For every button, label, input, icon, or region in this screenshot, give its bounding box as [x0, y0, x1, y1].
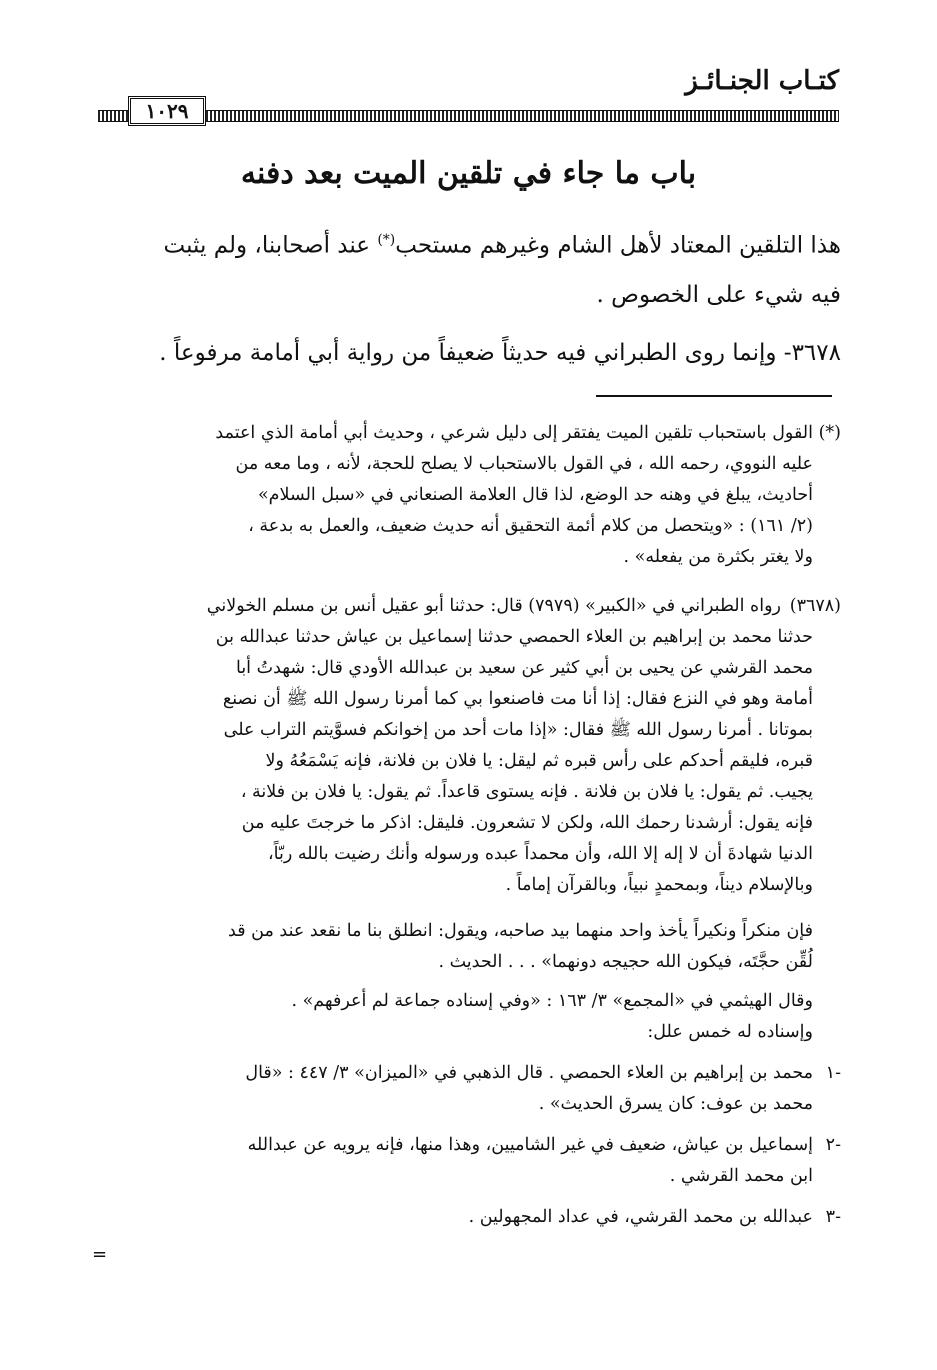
footnote-star-line: ولا يغتر بكثرة من يفعله» . — [623, 547, 813, 567]
chapter-title: باب ما جاء في تلقين الميت بعد دفنه — [240, 156, 697, 191]
illa-line: محمد بن عوف: كان يسرق الحديث» . — [538, 1094, 813, 1114]
header-ornament-rule — [98, 110, 839, 122]
main-line-1-a: هذا التلقين المعتاد لأهل الشام وغيرهم مستحب — [395, 232, 841, 259]
footnote-3678-line: الدنيا شهادةَ أن لا إله إلا الله، وأن محمداً عبده ورسوله وأنك رضيت بالله ربّاً، — [267, 844, 813, 864]
footnote-3678-line: قبره، فليقم أحدكم على رأس قبره ثم ليقل: يا فلان بن فلانة، فإنه يَسْمَعُهُ ولا — [265, 751, 813, 771]
footnote-3678-line: أمامة وهو في النزع فقال: إذا أنا مت فاصنعوا بي كما أمرنا رسول الله ﷺ أن نصنع — [222, 689, 813, 709]
footnote-3678-para2-line: لُقِّن حجَّتَه، فيكون الله حجيجه دونهما» . . . الحديث . — [438, 952, 813, 972]
footnote-3678-line: حدثنا محمد بن إبراهيم بن العلاء الحمصي حدثنا إسماعيل بن عياش حدثنا عبدالله بن — [215, 627, 813, 647]
footnote-3678-line: يجيب. ثم يقول: يا فلان بن فلانة . فإنه يستوى قاعداً. ثم يقول: يا فلان بن فلانة ، — [240, 782, 813, 802]
illa-number: ٣- — [825, 1207, 841, 1227]
footnote-3678-line: فإنه يقول: أرشدنا رحمك الله، ولكن لا تشعرون. فليقل: اذكر ما خرجتَ عليه من — [241, 813, 813, 833]
footnote-star-line: أحاديث، يبلغ في وهنه حد الوضع، لذا قال العلامة الصنعاني في «سبل السلام» — [257, 485, 813, 505]
illa-line: محمد بن إبراهيم بن العلاء الحمصي . قال الذهبي في «الميزان» ٣/ ٤٤٧ : «قال — [245, 1063, 813, 1083]
illa-number: ٢- — [825, 1135, 841, 1155]
footnote-3678-line: وبالإسلام ديناً، وبمحمدٍ نبياً، وبالقرآن إماماً . — [505, 875, 813, 895]
illa-line: ابن محمد القرشي . — [669, 1166, 813, 1186]
footnote-star-line: (٢/ ١٦١) : «ويتحصل من كلام أئمة التحقيق أنه حديث ضعيف، والعمل به بدعة ، — [248, 516, 813, 536]
main-line-3: ٣٦٧٨- وإنما روى الطبراني فيه حديثاً ضعيفاً من رواية أبي أمامة مرفوعاً . — [159, 340, 841, 366]
footnote-star-line: القول باستحباب تلقين الميت يفتقر إلى دليل شرعي ، وحديث أبي أمامة الذي اعتمد — [215, 423, 813, 443]
illa-line: عبدالله بن محمد القرشي، في عداد المجهولين . — [468, 1207, 813, 1227]
illa-number: ١- — [825, 1063, 841, 1083]
continuation-mark: = — [92, 1244, 108, 1265]
footnote-3678-line: بموتانا . أمرنا رسول الله ﷺ فقال: «إذا مات أحد من إخوانكم فسوَّيتم التراب على — [223, 720, 813, 740]
footnote-3678-para2-line: فإن منكراً ونكيراً يأخذ واحد منهما بيد صاحبه، ويقول: انطلق بنا ما نقعد عند من قد — [228, 921, 813, 941]
footnote-3678-line: رواه الطبراني في «الكبير» (٧٩٧٩) قال: حدثنا أبو عقيل أنس بن مسلم الخولاني — [206, 596, 781, 616]
haythami-quote: وقال الهيثمي في «المجمع» ٣/ ١٦٣ : «وفي إسناده جماعة لم أعرفهم» . — [291, 991, 813, 1011]
page-number: ١٠٢٩ — [128, 96, 206, 126]
running-head: كتـاب الجنـائـز — [685, 66, 839, 96]
illa-line: إسماعيل بن عياش، ضعيف في غير الشاميين، وهذا منها، فإنه يرويه عن عبدالله — [247, 1135, 813, 1155]
main-line-1-b: عند أصحابنا، ولم يثبت — [163, 232, 378, 259]
footnote-star-line: عليه النووي، رحمه الله ، في القول بالاستحباب لا يصلح للحجة، لأنه ، وما معه من — [235, 454, 813, 474]
footnote-separator — [596, 395, 832, 397]
main-line-2: فيه شيء على الخصوص . — [596, 282, 841, 308]
footnote-3678-marker: (٣٦٧٨) — [789, 596, 841, 616]
illal-intro: وإسناده له خمس علل: — [647, 1022, 813, 1042]
footnote-3678-line: محمد القرشي عن يحيى بن أبي كثير عن سعيد بن عبدالله الأودي قال: شهدتُ أبا — [235, 658, 813, 678]
main-line-1 — [164, 212, 841, 274]
footnote-reference: (*) — [377, 232, 396, 248]
footnote-star-marker: (*) — [818, 423, 841, 443]
